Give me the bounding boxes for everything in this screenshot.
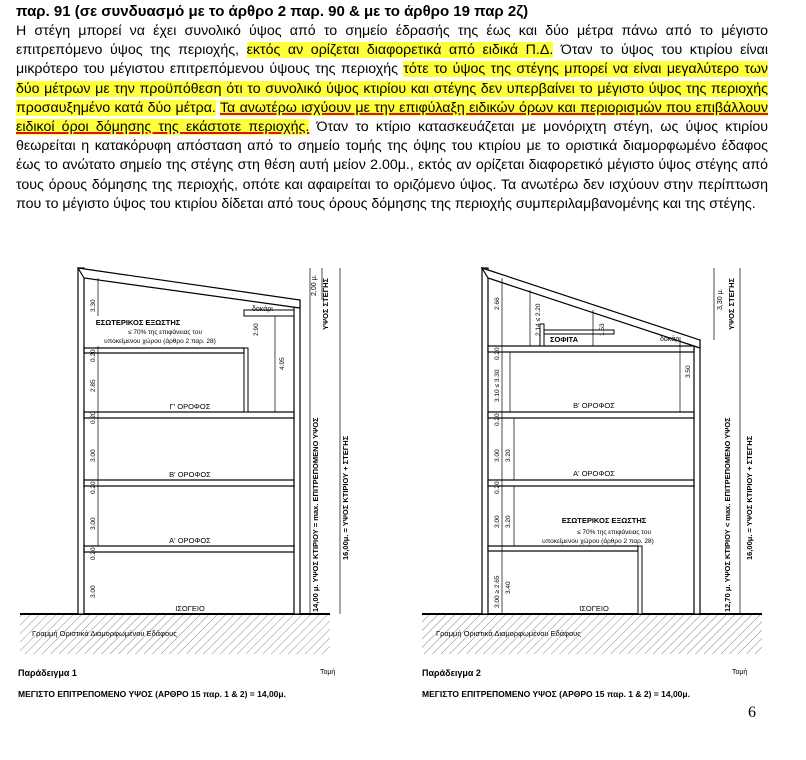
dimension-text: 0.20	[90, 547, 97, 560]
dimension-text: 0.20	[90, 349, 97, 362]
page-number: 6	[748, 704, 756, 721]
balcony-note: ≤ 70% της επιφάνειας του	[576, 529, 652, 536]
dimension-text: 0.20	[90, 481, 97, 494]
dimension-text: 3.00 ≥ 2.65	[494, 575, 501, 608]
slab	[488, 346, 694, 352]
ground-label: Γραμμή Οριστικά Διαμορφωμένου Εδάφους	[32, 629, 177, 638]
section-label: Τομή	[320, 669, 336, 676]
example-name: Παράδειγμα 2	[422, 668, 481, 678]
roof-dimension: 2,00 μ.	[311, 274, 318, 296]
dimension-text: 2.85	[90, 379, 97, 392]
dimension-text: 0.20	[494, 481, 501, 494]
balcony-note: υποκείμενου χώρου (άρθρο 2 παρ. 28)	[542, 538, 654, 545]
max-height-caption: ΜΕΓΙΣΤΟ ΕΠΙΤΡΕΠΟΜΕΝΟ ΥΨΟΣ (ΑΡΘΡΟ 15 παρ. 1 & 2) = 14,00μ.	[422, 689, 690, 699]
dimension-text: 3.00	[90, 517, 97, 530]
balcony-note: υποκείμενου χώρου (άρθρο 2 παρ. 28)	[104, 338, 216, 345]
floor-label: Β' ΟΡΟΦΟΣ	[169, 470, 211, 479]
dimension-text: 0.20	[494, 413, 501, 426]
example-2-section	[422, 268, 762, 699]
total-height-label: 16,00μ. = ΥΨΟΣ ΚΤΙΡΙΟΥ + ΣΤΕΓΗΣ	[341, 435, 350, 560]
ground-label: Γραμμή Οριστικά Διαμορφωμένου Εδάφους	[436, 629, 581, 638]
highlighted-text: τότε το ύψος της στέγης μπορεί να είναι μεγαλύτερο των δύο μέτρων με την προϋπόθεση ότι το συνολικό ύψος κτιρίου και στέγης δεν υπερβαίνει το μέγιστο ύψος της περιοχής προσαυξημένο κατά δύο μέτρα.	[16, 61, 769, 116]
example-1-section	[18, 268, 350, 699]
dimension-text: 3.20	[505, 515, 512, 528]
dimension-text: 3.00	[494, 515, 501, 528]
max-height-label: 14,00 μ. ΥΨΟΣ ΚΤΙΡΙΟΥ = max. ΕΠΙΤΡΕΠΟΜΕΝΟ ΥΨΟΣ	[311, 417, 320, 612]
dimension-text: 2.14 ≤ 2.20	[535, 303, 542, 336]
slab	[84, 546, 294, 552]
floor-label: Β' ΟΡΟΦΟΣ	[573, 401, 615, 410]
left-wall	[78, 268, 84, 614]
dimension-text: 4.95	[279, 357, 286, 370]
floor-label: ΙΣΟΓΕΙΟ	[579, 604, 609, 613]
right-wall	[694, 340, 700, 614]
dimension-text: 3.50	[685, 365, 692, 378]
beam-label: δοκάρι	[660, 336, 681, 343]
dimension-text: 3.00	[90, 449, 97, 462]
balcony-title: ΕΣΩΤΕΡΙΚΟΣ ΕΞΩΣΤΗΣ	[561, 516, 647, 525]
dimension-text: 1.53	[599, 323, 606, 336]
mezzanine-slab	[488, 546, 638, 551]
right-wall	[294, 300, 300, 614]
floor-label: Α' ΟΡΟΦΟΣ	[169, 536, 211, 545]
slab	[84, 480, 294, 486]
slab	[84, 412, 294, 418]
text-segment: Η στέγη μπορεί να έχει συνολικό ύψος από το σημείο έδρασής της έως και δύο μέτρα πάνω από το μέγιστο επιτρεπόμενο ύψος της περιοχής,	[16, 23, 768, 59]
mezzanine-post	[638, 546, 642, 614]
beam-label: δοκάρι	[252, 306, 273, 313]
example-name: Παράδειγμα 1	[18, 668, 77, 678]
max-height-caption: ΜΕΓΙΣΤΟ ΕΠΙΤΡΕΠΟΜΕΝΟ ΥΨΟΣ (ΑΡΘΡΟ 15 παρ. 1 & 2) = 14,00μ.	[18, 689, 286, 699]
floor-label: ΣΟΦΙΤΑ	[549, 335, 579, 344]
floor-label: Α' ΟΡΟΦΟΣ	[573, 469, 615, 478]
roof-slab	[78, 268, 300, 308]
left-wall	[482, 268, 488, 614]
dimension-text: 0.20	[494, 347, 501, 360]
dimension-text: 3.10 ≤ 3.30	[494, 369, 501, 402]
mezzanine-slab	[84, 348, 244, 353]
balcony-title: ΕΣΩΤΕΡΙΚΟΣ ΕΞΩΣΤΗΣ	[95, 318, 181, 327]
mezzanine-post	[244, 348, 248, 412]
dimension-text: 3.00	[90, 585, 97, 598]
dimension-text: 2.90	[253, 323, 260, 336]
dimension-text: 3.00	[494, 449, 501, 462]
dimension-text: 3.30	[90, 299, 97, 312]
dimension-text: 3.40	[505, 581, 512, 594]
highlighted-text: εκτός αν ορίζεται διαφορετικά από ειδικά Π.Δ.	[246, 42, 554, 59]
dimension-text: 2.66	[494, 297, 501, 310]
balcony-note: ≤ 70% της επιφάνειας του	[127, 329, 203, 336]
underlined-text: Τα ανωτέρω ισχύουν με την επιφύλαξη ειδικών όρων και περιορισμών που επιβάλλουν ειδικοί όροι δόμησης της εκάστοτε περιοχής.	[16, 99, 768, 136]
total-height-label: 16,00μ. = ΥΨΟΣ ΚΤΙΡΙΟΥ + ΣΤΕΓΗΣ	[745, 435, 754, 560]
slab	[488, 480, 694, 486]
roof-height-label: ΥΨΟΣ ΣΤΕΓΗΣ	[727, 278, 736, 330]
text-segment: Όταν το κτίριο κατασκευάζεται με μονόριχτη στέγη, ως ύψος κτιρίου θεωρείται η κατακόρυφη απόσταση από το σημείο τομής της όψης του κτιρίου με το οριστικά διαμορφωμένο έδαφος έως το ανώτατο σημείο της στέγης στη θέση αυτή μείον 2.00μ., εκτός αν ορίζεται διαφορετικό μέγιστο ύψος στέγης από τους όρους δόμησης της περιοχής, οπότε και αφαιρείται το οριζόμενο ύψος. Τα ανωτέρω δεν ισχύουν στην περίπτωση που το μέγιστο ύψος του κτιρίου δίδεται από τους όρους δόμησης της περιοχής συμπεριλαμβανομένης και της στέγης.	[16, 119, 768, 212]
section-heading: παρ. 91 (σε συνδυασμό με το άρθρο 2 παρ. 90 & με το άρθρο 19 παρ 2ζ)	[16, 3, 529, 20]
dimension-text: 3.20	[505, 449, 512, 462]
floor-label: Γ' ΟΡΟΦΟΣ	[169, 402, 211, 411]
max-height-label: 12,70 μ. ΥΨΟΣ ΚΤΙΡΙΟΥ < max. ΕΠΙΤΡΕΠΟΜΕΝΟ ΥΨΟΣ	[723, 417, 732, 612]
section-label: Τομή	[732, 669, 748, 676]
dimension-text: 0.20	[90, 411, 97, 424]
roof-height-label: ΥΨΟΣ ΣΤΕΓΗΣ	[321, 278, 330, 330]
text-segment: Όταν το ύψος του κτιρίου είναι μικρότερο του μέγιστου επιτρεπόμενου ύψους της περιοχής	[16, 42, 769, 78]
floor-label: ΙΣΟΓΕΙΟ	[175, 604, 205, 613]
roof-dimension: 3,30 μ.	[717, 288, 724, 310]
slab	[488, 412, 694, 418]
